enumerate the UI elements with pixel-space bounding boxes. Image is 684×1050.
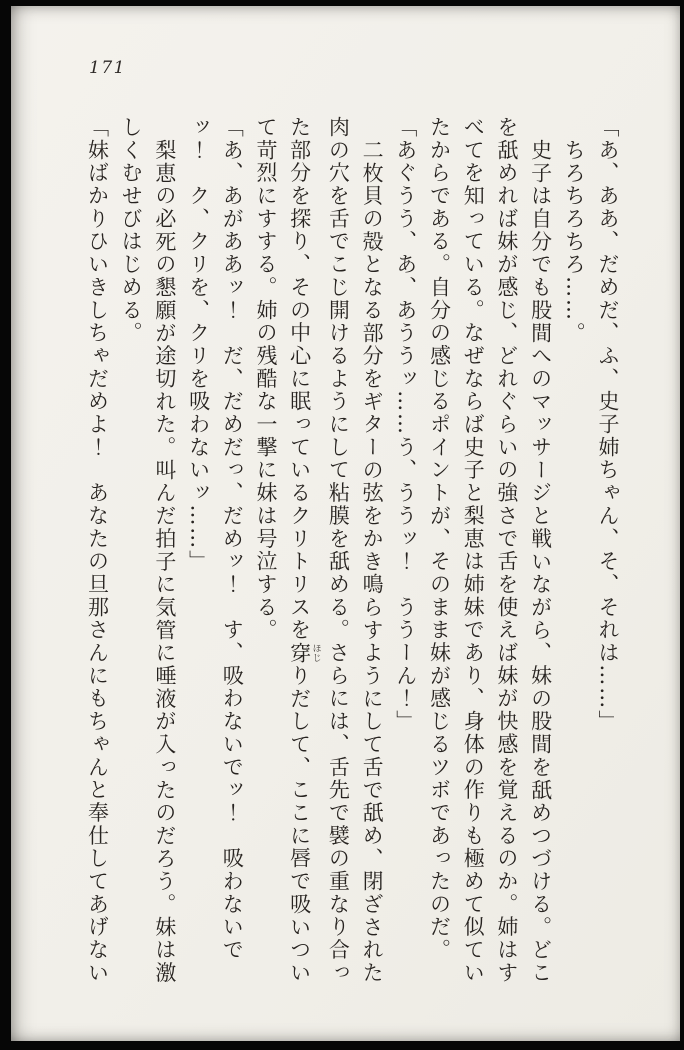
text-column-12: 「あ、あがああッ！ だ、だめだっ、だめッ！ す、吸わないでッ！ 吸わないで <box>220 116 245 962</box>
text-column-3: 史子は自分でも股間へのマッサージと戦いながら、妹の股間を舐めつづける。どこ <box>528 139 553 985</box>
text-column-1: 「あ、ああ、だめだ、ふ、史子姉ちゃん、そ、それは……」 <box>596 116 620 733</box>
text-column-15: しくむせびはじめる。 <box>119 116 144 345</box>
text-column-16: 「妹ばかりひいきしちゃだめよ！ あなたの旦那さんにもちゃんと奉仕してあげない <box>85 116 110 985</box>
text-column-13: ッ！ ク、クリを、クリを吸わないッ……」 <box>186 116 211 573</box>
paper-surface <box>11 6 680 1041</box>
text-column-14: 梨恵の必死の懇願が途切れた。叫んだ拍子に気管に唾液が入ったのだろう。妹は激 <box>152 139 177 985</box>
text-column-5: べてを知っている。なぜならば史子と梨恵は姉妹であり、身体の作りも極めて似てい <box>461 116 486 985</box>
text-column-7: 「あぐうう、あ、あううッ……う、ううッ！ ううーん！」 <box>393 116 418 733</box>
text-after-ruby: りだして、ここに唇で吸いつい <box>287 664 312 985</box>
text-column-11: て苛烈にすする。姉の残酷な一撃に妹は号泣する。 <box>253 116 278 642</box>
text-column-9: 肉の穴を舌でこじ開けるようにして粘膜を舐める。さらには、舌先で襞の重なり合っ <box>326 116 351 985</box>
text-before-ruby: た部分を探り、その中心に眠っているクリトリスを <box>287 116 312 642</box>
ruby-furigana: ほじ <box>310 641 321 665</box>
text-column-6: たからである。自分の感じるポイントが、そのまま妹が感じるツボであったのだ。 <box>427 116 452 962</box>
text-column-2: ちろちろちろ……。 <box>562 139 587 345</box>
text-column-4: を舐めれば妹が感じ、どれぐらいの強さで舌を使えば妹が快感を覚えるのか。姉はす <box>494 116 519 985</box>
vertical-text-block <box>80 116 624 996</box>
text-column-10 <box>282 116 321 996</box>
page-number: 171 <box>89 58 126 78</box>
ruby-base: 穿 <box>287 641 312 665</box>
ruby-annotated-word <box>287 641 321 665</box>
text-column-8: 二枚貝の殻となる部分をギターの弦をかき鳴らすようにして舌で舐め、閉ざされた <box>360 139 385 985</box>
